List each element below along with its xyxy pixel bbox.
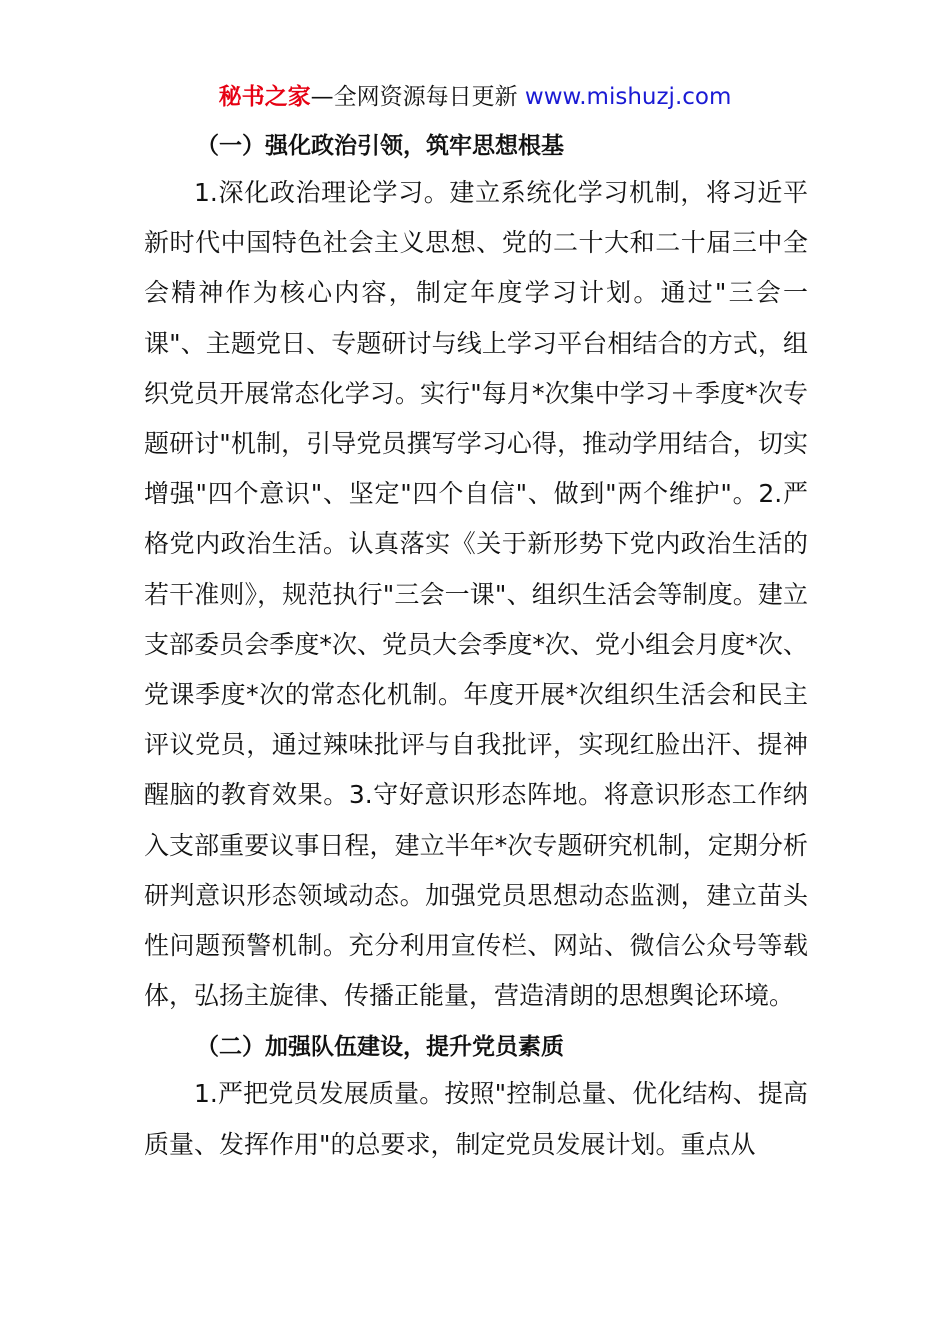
section-heading-2: （二）加强队伍建设，提升党员素质 <box>196 1034 564 1061</box>
document-body <box>144 124 808 1170</box>
section-paragraph-1: 1.深化政治理论学习。建立系统化学习机制，将习近平新时代中国特色社会主义思想、党的二十大和二十届三中全会精神作为核心内容，制定年度学习计划。通过"三会一课"、主题党日、专题研讨与线上学习平台相结合的方式，组织党员开展常态化学习。实行"每月*次集中学习＋季度*次专题研讨"机制，引导党员撰写学习心得，推动学用结合，切实增强"四个意识"、坚定"四个自信"、做到"两个维护"。2.严格党内政治生活。认真落实《关于新形势下党内政治生活的若干准则》，规范执行"三会一课"、组织生活会等制度。建立支部委员会季度*次、党员大会季度*次、党小组会月度*次、党课季度*次的常态化机制。年度开展*次组织生活会和民主评议党员，通过辣味批评与自我批评，实现红脸出汗、提神醒脑的教育效果。3.守好意识形态阵地。将意识形态工作纳入支部重要议事日程，建立半年*次专题研究机制，定期分析研判意识形态领域动态。加强党员思想动态监测，建立苗头性问题预警机制。充分利用宣传栏、网站、微信公众号等载体，弘扬主旋律、传播正能量，营造清朗的思想舆论环境。 <box>144 178 808 1011</box>
header-site-link[interactable]: www.mishuzj.com <box>524 84 732 110</box>
header-brand: 秘书之家 <box>218 84 311 110</box>
section-heading-1: （一）强化政治引领，筑牢思想根基 <box>196 133 564 159</box>
section-paragraph-2: 1.严把党员发展质量。按照"控制总量、优化结构、提高质量、发挥作用"的总要求，制定党员发展计划。重点从 <box>144 1079 808 1159</box>
header-tagline: —全网资源每日更新 <box>310 84 525 110</box>
document-header <box>0 80 950 114</box>
